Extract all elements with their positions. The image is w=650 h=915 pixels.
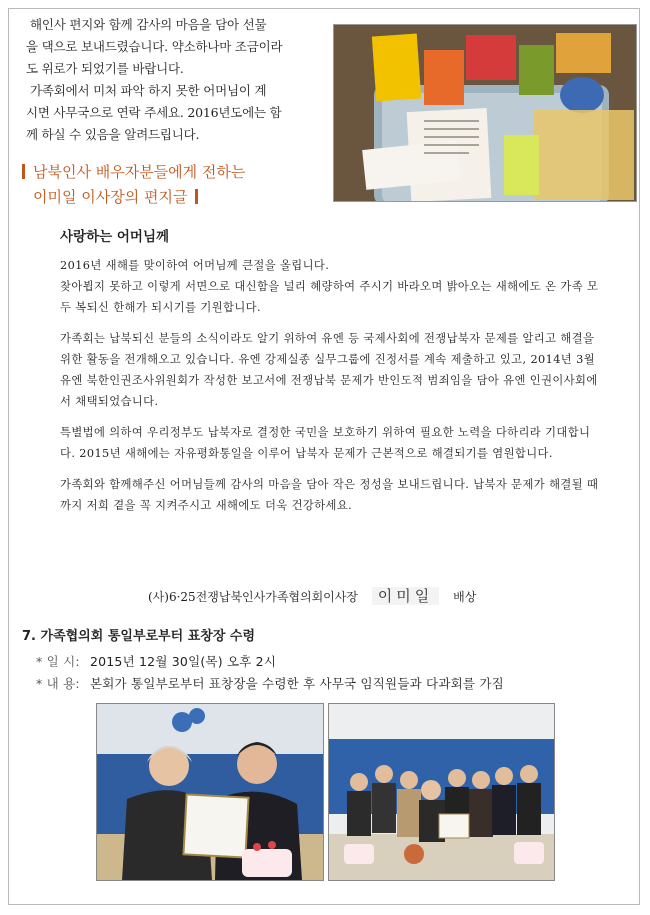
signature-closing: 배상 [453, 590, 477, 604]
letter-title [22, 160, 245, 210]
content-value: 본회가 통일부로부터 표창장을 수령한 후 사무국 임직원들과 다과회를 가짐 [89, 676, 504, 691]
letter-salutation: 사랑하는 어머님께 [60, 229, 170, 245]
letter-paragraph: 2016년 새해를 맞이하여 어머님께 큰절을 올립니다. 찾아뵙지 못하고 이렇게 서면으로 대신함을 널리 혜량하여 주시기 바라오며 밝아오는 새해에도 온 가족 모두 복되신 한해가 되시기를 기원합니다. [60, 259, 599, 314]
event-content-line [36, 674, 504, 692]
date-value: 2015년 12월 30일(목) 오후 2시 [89, 654, 277, 669]
content-label: * 내 용: [36, 676, 80, 691]
letter-paragraph: 특별법에 의하여 우리정부도 납북자로 결정한 국민을 보호하기 위하여 필요한 노력을 다하리라 기대합니다. 2015년 새해에는 자유평화통일을 이루어 납북자 문제가 근본적으로 해결되기를 염원합니다. [60, 426, 591, 460]
letter-paragraph: 가족회와 함께해주신 어머님들께 감사의 마음을 담아 작은 정성을 보내드립니다. 납북자 문제가 해결될 때까지 저희 곁을 꼭 지켜주시고 새해에도 더욱 건강하세요. [60, 478, 599, 512]
signature-org: (사)6·25전쟁납북인사가족협의회이사장 [148, 590, 358, 604]
section-heading: 7. 가족협의회 통일부로부터 표창장 수령 [22, 629, 256, 644]
intro-line: 도 위로가 되었기를 바랍니다. [26, 61, 184, 76]
title-bar-left [22, 164, 25, 179]
group-photo-illustration [329, 704, 554, 880]
letter-body [60, 255, 600, 526]
intro-line: 해인사 편지와 함께 감사의 마음을 담아 선물 [30, 17, 267, 32]
letter-paragraph: 가족회는 납북되신 분들의 소식이라도 알기 위하여 유엔 등 국제사회에 전쟁납북자 문제를 알리고 해결을 위한 활동을 전개해오고 있습니다. 유엔 강제실종 실무그룹에 진정서를 계속 제출하고 있고, 2014년 3월 유엔 북한인권조사위원회가 작성한 보고서에 전쟁납북 문제가 반인도적 범죄임을 담아 유엔 인권이사회에서 채택되었습니다. [60, 332, 598, 408]
intro-line: 가족회에서 미처 파악 하지 못한 어머님이 계 [30, 83, 267, 98]
intro-line: 시면 사무국으로 연락 주세요. 2016년도에는 함 [26, 105, 282, 120]
group-photo [328, 703, 555, 881]
letter-title-line2: 이미일 이사장의 편지글 [33, 188, 188, 206]
intro-line: 께 하실 수 있음을 알려드립니다. [26, 127, 200, 142]
intro-text [26, 14, 326, 146]
award-ceremony-illustration [97, 704, 323, 880]
intro-line: 을 댁으로 보내드렸습니다. 약소하나마 조금이라 [26, 39, 283, 54]
award-ceremony-photo [96, 703, 324, 881]
date-label: * 일 시: [36, 654, 80, 669]
title-bar-right [195, 189, 198, 204]
signature-name: 이미일 [372, 587, 439, 605]
letter-title-line1: 남북인사 배우자분들에게 전하는 [33, 163, 246, 181]
event-date-line [36, 652, 276, 670]
gift-illustration [334, 25, 636, 201]
gift-package-photo [333, 24, 637, 202]
letter-signature [148, 585, 476, 606]
